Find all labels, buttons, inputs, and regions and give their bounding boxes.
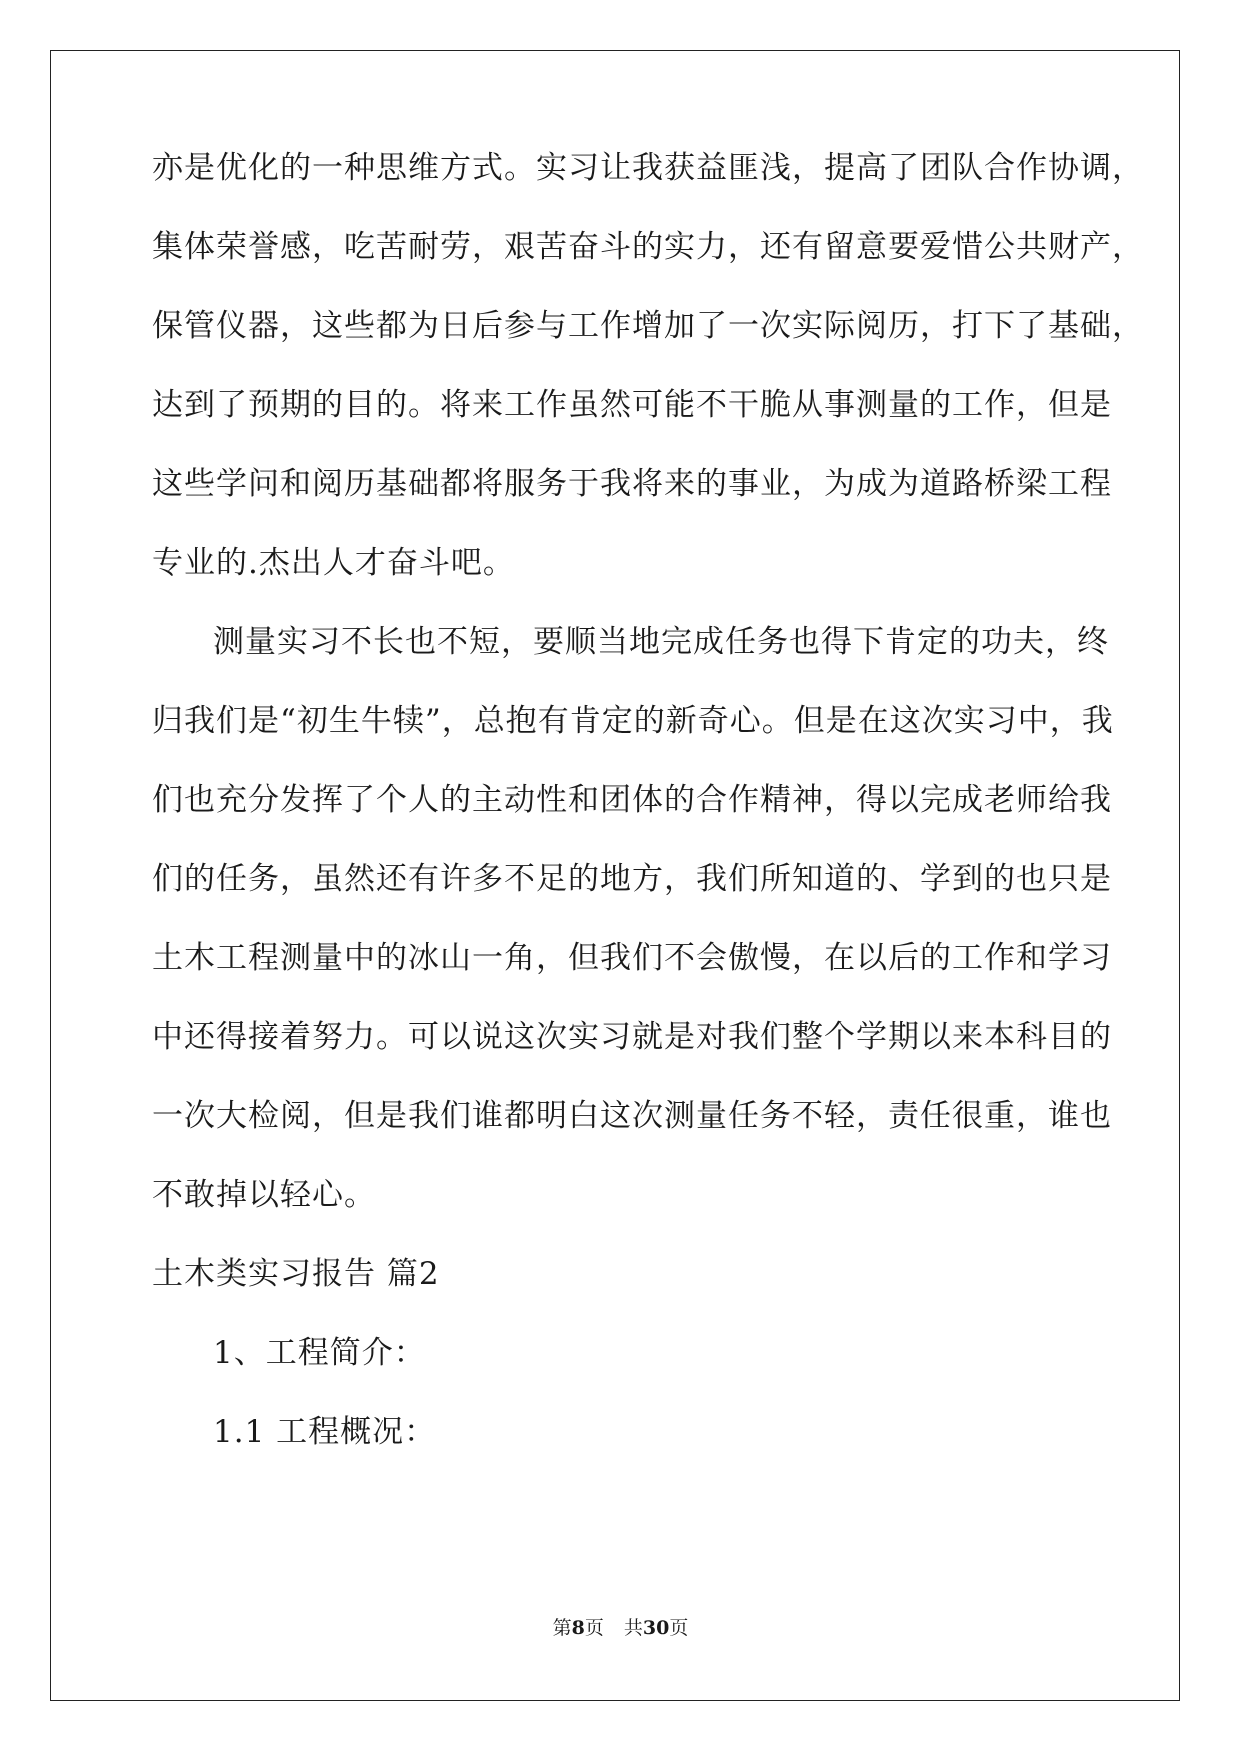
text-line: 集体荣誉感，吃苦耐劳，艰苦奋斗的实力，还有留意要爱惜公共财产，	[152, 229, 1144, 265]
item-heading: 1、工程简介：	[213, 1335, 426, 1371]
footer-total-suffix: 页	[669, 1617, 689, 1639]
text-line: 一次大检阅，但是我们谁都明白这次测量任务不轻，责任很重，谁也	[152, 1098, 1112, 1134]
page-footer	[0, 1616, 1241, 1640]
footer-page-number: 8	[571, 1617, 585, 1639]
footer-total-pages: 30	[642, 1617, 670, 1639]
text-line: 归我们是“初生牛犊”，总抱有肯定的新奇心。但是在这次实习中，我	[152, 703, 1114, 739]
subitem-heading: 1.1 工程概况：	[213, 1414, 437, 1450]
section-heading: 土木类实习报告 篇2	[152, 1256, 440, 1292]
footer-page-prefix: 第	[552, 1617, 572, 1639]
text-line: 们也充分发挥了个人的主动性和团体的合作精神，得以完成老师给我	[152, 782, 1112, 818]
text-line: 专业的.杰出人才奋斗吧。	[152, 545, 515, 581]
text-line: 土木工程测量中的冰山一角，但我们不会傲慢，在以后的工作和学习	[152, 940, 1112, 976]
text-line: 不敢掉以轻心。	[152, 1177, 376, 1213]
text-line: 中还得接着努力。可以说这次实习就是对我们整个学期以来本科目的	[152, 1019, 1112, 1055]
footer-total-prefix: 共	[623, 1617, 643, 1639]
text-line: 测量实习不长也不短，要顺当地完成任务也得下肯定的功夫，终	[213, 624, 1109, 660]
text-line: 亦是优化的一种思维方式。实习让我获益匪浅，提高了团队合作协调，	[152, 150, 1144, 186]
footer-page-suffix: 页	[584, 1617, 604, 1639]
text-line: 保管仪器，这些都为日后参与工作增加了一次实际阅历，打下了基础，	[152, 308, 1144, 344]
text-line: 们的任务，虽然还有许多不足的地方，我们所知道的、学到的也只是	[152, 861, 1112, 897]
text-line: 达到了预期的目的。将来工作虽然可能不干脆从事测量的工作，但是	[152, 387, 1112, 423]
text-line: 这些学问和阅历基础都将服务于我将来的事业，为成为道路桥梁工程	[152, 466, 1112, 502]
